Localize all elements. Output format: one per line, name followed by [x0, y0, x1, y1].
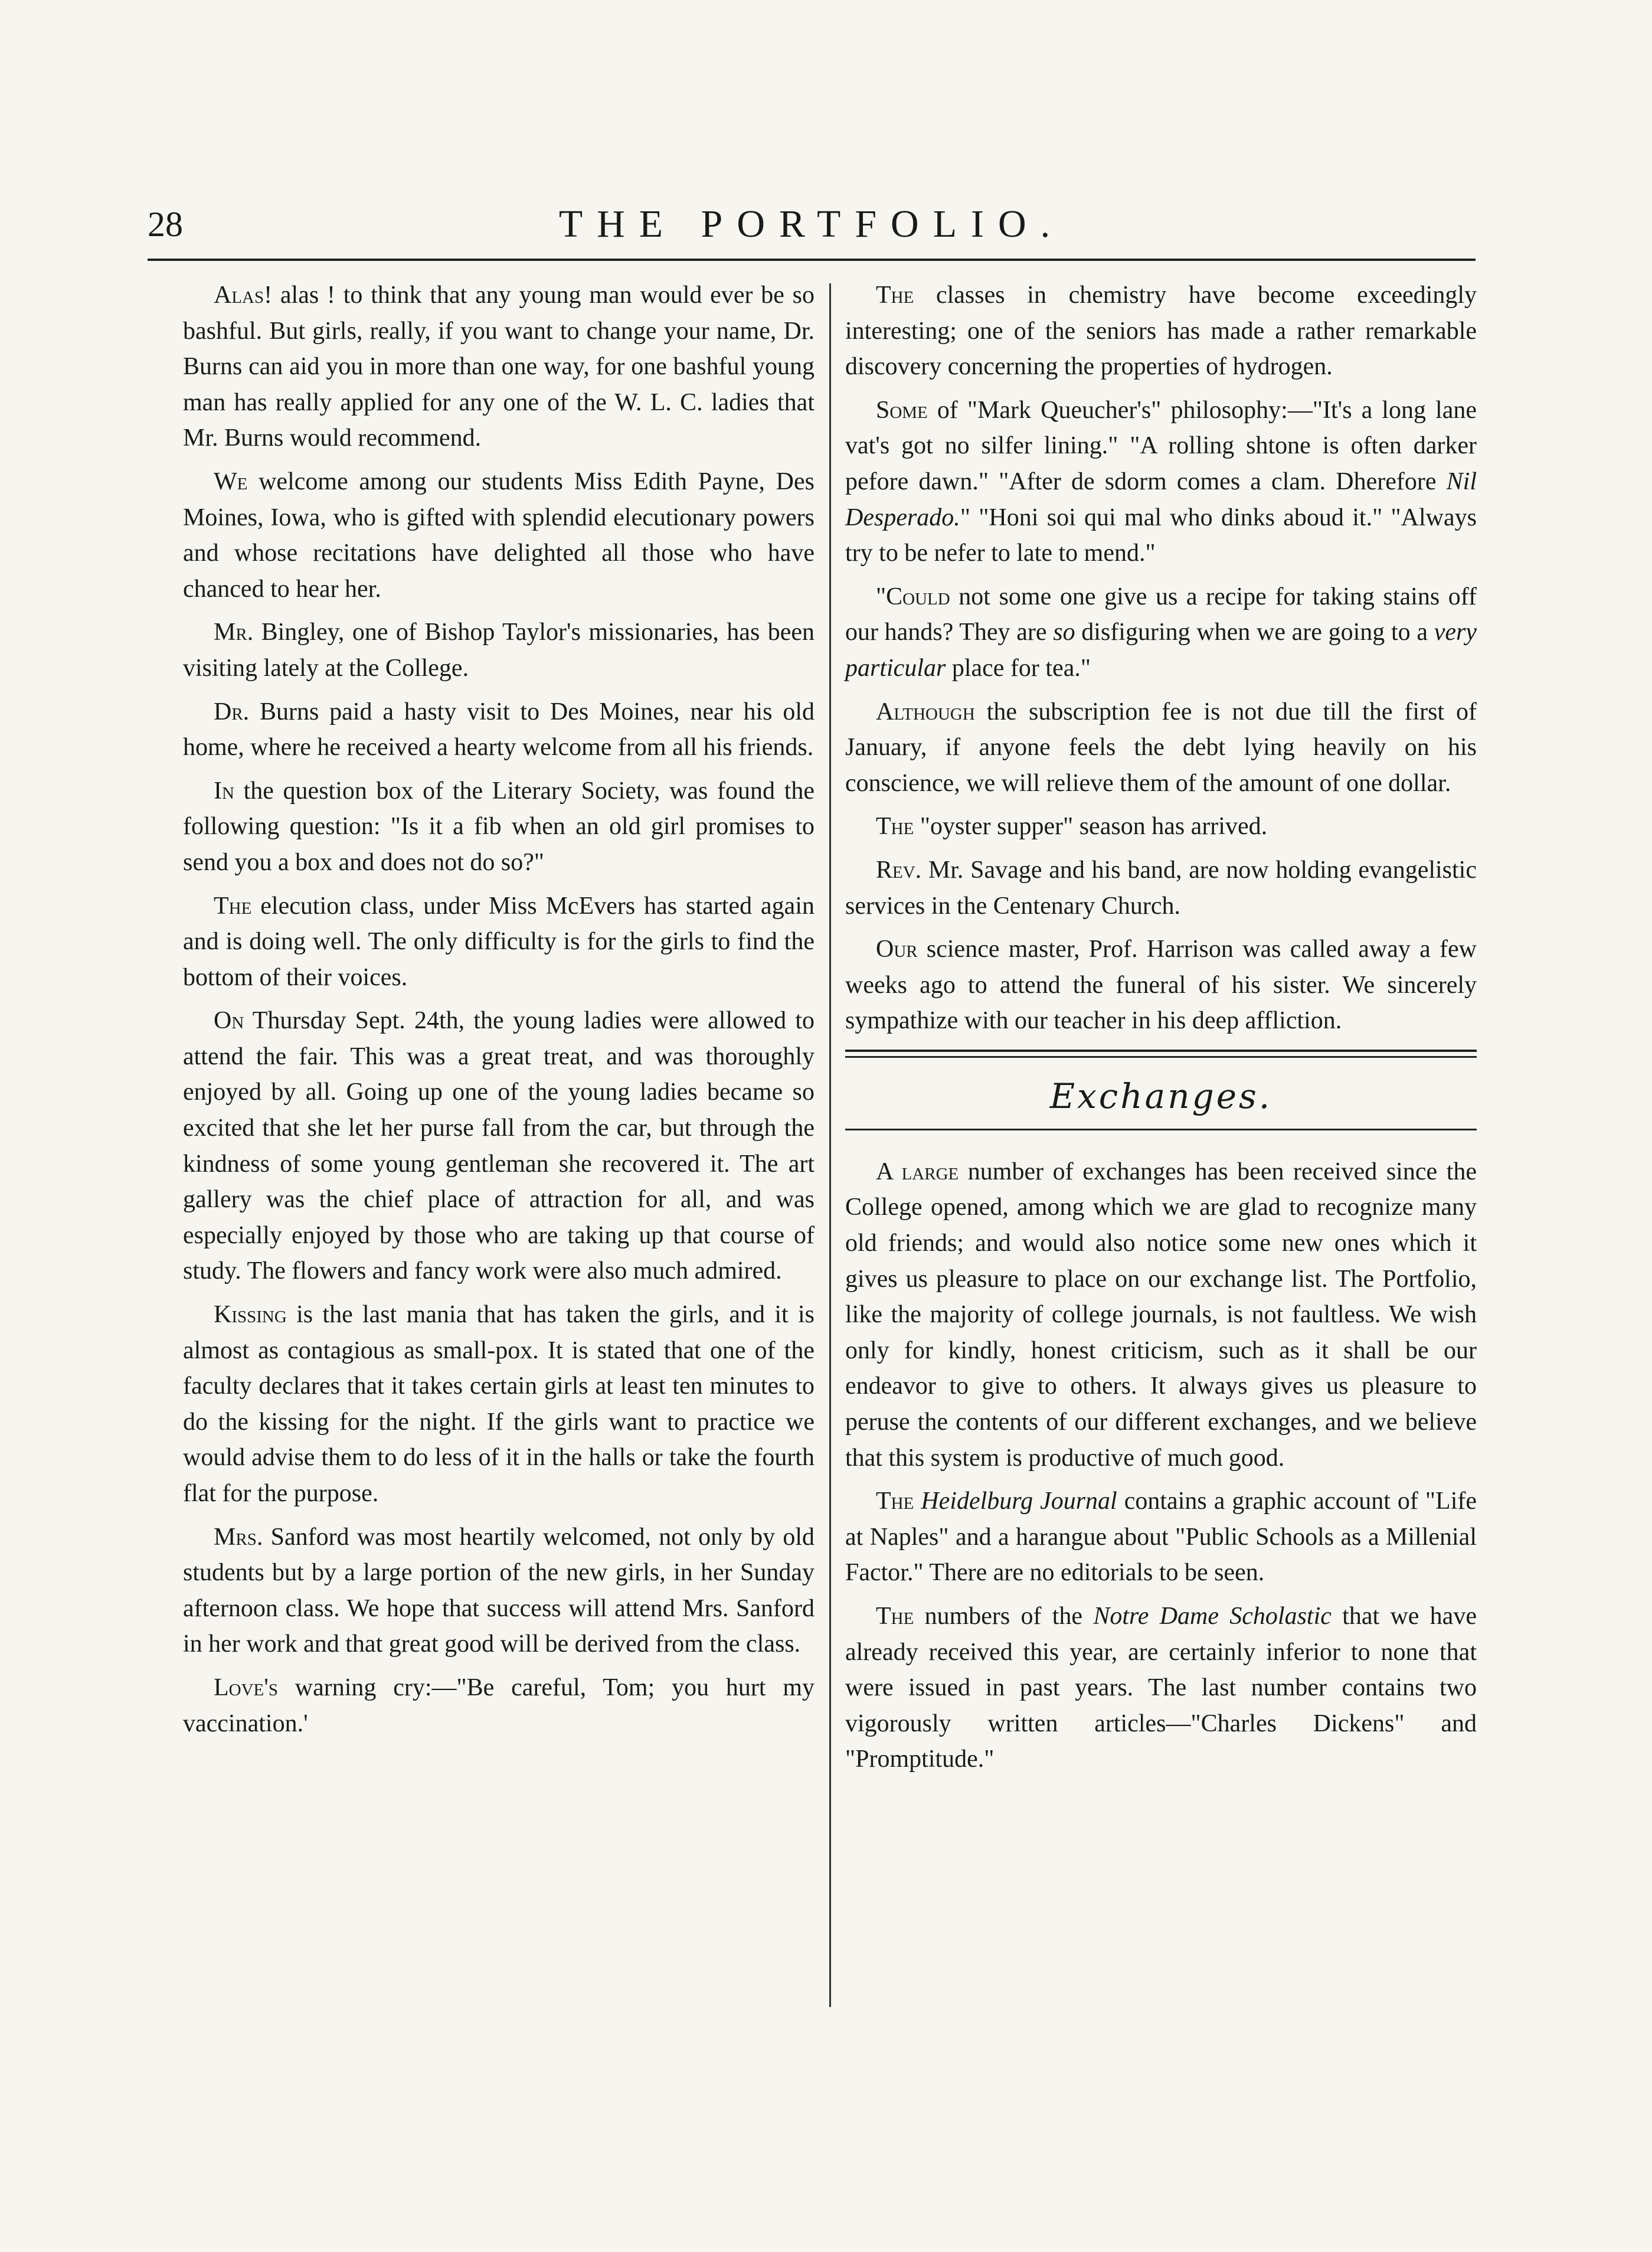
- paragraph-text: contains a graphic account of "Life at Naples" and a harangue about "Public Schools as a Millenial Factor." There are no editorials to be seen.: [845, 1488, 1477, 1587]
- left-paragraph: [183, 464, 814, 607]
- paragraph-text: "oyster supper" season has arrived.: [914, 813, 1268, 841]
- exchanges-paragraph: [845, 1483, 1477, 1591]
- left-column: [183, 277, 814, 1749]
- right-paragraph: [845, 852, 1477, 924]
- paragraph-lead: Love's: [214, 1674, 278, 1701]
- paragraph-text: science master, Prof. Harrison was called away a few weeks ago to attend the funeral of his sister. We sincerely sympathize with our teacher in his deep affliction.: [845, 936, 1477, 1035]
- right-paragraph: [845, 393, 1477, 571]
- italic-text: very particular: [845, 619, 1477, 682]
- exchanges-heading: Exchanges.: [1049, 1076, 1272, 1116]
- paragraph-text: welcome among our students Miss Edith Payne, Des Moines, Iowa, who is gifted with splendid elecutionary powers and whose recitations have delighted all those who have chanced to hear her.: [183, 468, 814, 603]
- paragraph-text: place for tea.": [946, 654, 1091, 682]
- paragraph-text: disfiguring when we are going to a: [1075, 619, 1434, 646]
- paragraph-text: is the last mania that has taken the girls, and it is almost as contagious as small-pox. It is stated that one of the faculty declares that it takes certain girls at least ten minutes to do the kissing for the night. If the girls want to practice we would advise them to do less of it in the halls or take the fourth flat for the purpose.: [183, 1301, 814, 1507]
- italic-text: Nil Desperado.: [845, 468, 1477, 531]
- paragraph-lead: Mr.: [214, 619, 254, 646]
- paragraph-text: the question box of the Literary Society, was found the following question: "Is it a fib when an old girl promises to send you a box and does not do so?": [183, 777, 814, 876]
- paragraph-lead: The: [214, 892, 252, 920]
- paragraph-lead: Rev.: [876, 856, 922, 884]
- paragraph-lead: Although: [876, 698, 975, 725]
- paragraph-text: that we have already received this year, are certainly inferior to none that were issued in past years. The last number contains two vigorously written articles—"Charles Dickens" and "Promptitude.": [845, 1603, 1477, 1773]
- exchanges-paragraph: [845, 1154, 1477, 1476]
- paragraph-lead: Some: [876, 396, 928, 424]
- paragraph-text: [914, 1488, 921, 1515]
- paragraph-text: not some one give us a recipe for taking stains off our hands? They are: [845, 583, 1477, 646]
- paragraph-text: number of exchanges has been received since the College opened, among which we are glad to recognize many old friends; and would also notice some new ones which it gives us pleasure to place on our exchange list. The Portfolio, like the majority of college journals, is not faultless. We wish only for kindly, honest criticism, such as it shall be our endeavor to give to others. It always gives us pleasure to peruse the contents of our different exchanges, and we believe that this system is productive of much good.: [845, 1158, 1477, 1472]
- paragraph-lead: The: [876, 282, 914, 309]
- paragraph-lead: Alas: [214, 282, 264, 309]
- running-title: THE PORTFOLIO.: [558, 202, 1065, 246]
- column-divider: [829, 283, 831, 2007]
- paragraph-lead: The: [876, 813, 914, 841]
- heading-rule: [845, 1129, 1477, 1130]
- italic-text: Heidelburg Journal: [921, 1488, 1117, 1515]
- right-paragraph: [845, 931, 1477, 1039]
- paragraph-lead: Mrs.: [214, 1523, 263, 1551]
- left-paragraph: [183, 1003, 814, 1289]
- page-number: 28: [148, 205, 183, 244]
- paragraph-lead: In: [214, 777, 234, 805]
- page-header: [148, 189, 1476, 260]
- paragraph-text: warning cry:—"Be careful, Tom; you hurt my vaccination.': [183, 1674, 814, 1737]
- paragraph-text: elecution class, under Miss McEvers has started again and is doing well. The only difficulty is for the girls to find the bottom of their voices.: [183, 892, 814, 991]
- paragraph-lead: A large: [876, 1158, 959, 1185]
- paragraph-text: Bingley, one of Bishop Taylor's missionaries, has been visiting lately at the College.: [183, 619, 814, 682]
- paragraph-text: ! alas ! to think that any young man would ever be so bashful. But girls, really, if you want to change your name, Dr. Burns can aid you in more than one way, for one bashful young man has really applied for any one of the W. L. C. ladies that Mr. Burns would recommend.: [183, 282, 814, 452]
- paragraph-lead: The: [876, 1488, 914, 1515]
- paragraph-text: the subscription fee is not due till the first of January, if anyone feels the debt lying heavily on his conscience, we will relieve them of the amount of one dollar.: [845, 698, 1477, 797]
- paragraph-lead: "Could: [876, 583, 950, 610]
- paragraph-text: of "Mark Queucher's" philosophy:—"It's a long lane vat's got no silfer lining." "A rolling shtone is often darker pefore dawn." "After de sdorm comes a clam. Dherefore: [845, 396, 1477, 495]
- left-paragraph: [183, 277, 814, 456]
- paragraph-lead: Our: [876, 936, 918, 963]
- exchanges-paragraph: [845, 1599, 1477, 1777]
- right-paragraph: [845, 579, 1477, 687]
- right-column: [845, 277, 1477, 1785]
- left-paragraph: [183, 615, 814, 686]
- italic-text: so: [1053, 619, 1075, 646]
- paragraph-lead: The: [876, 1603, 914, 1630]
- section-rule: [845, 1050, 1477, 1058]
- paragraph-lead: On: [214, 1007, 244, 1035]
- header-rule: [148, 259, 1476, 261]
- paragraph-text: Burns paid a hasty visit to Des Moines, near his old home, where he received a hearty welcome from all his friends.: [183, 698, 814, 761]
- exchanges-section: [845, 1154, 1477, 1777]
- paragraph-text: numbers of the: [914, 1603, 1094, 1630]
- left-paragraph: [183, 888, 814, 996]
- paragraph-text: " "Honi soi qui mal who dinks aboud it." "Always try to be nefer to late to mend.": [845, 504, 1477, 567]
- left-paragraph: [183, 1297, 814, 1512]
- right-paragraph: [845, 809, 1477, 845]
- locals-section: [845, 277, 1477, 1039]
- paragraph-lead: Dr.: [214, 698, 250, 725]
- italic-text: Notre Dame Scholastic: [1093, 1603, 1332, 1630]
- paragraph-lead: We: [214, 468, 248, 495]
- right-paragraph: [845, 277, 1477, 385]
- paragraph-text: Sanford was most heartily welcomed, not only by old students but by a large portion of the new girls, in her Sunday afternoon class. We hope that success will attend Mrs. Sanford in her work and that great good will be derived from the class.: [183, 1523, 814, 1658]
- right-paragraph: [845, 694, 1477, 802]
- paragraph-text: classes in chemistry have become exceedingly interesting; one of the seniors has made a rather remarkable discovery concerning the properties of hydrogen.: [845, 282, 1477, 381]
- left-paragraph: [183, 694, 814, 766]
- paragraph-text: Thursday Sept. 24th, the young ladies were allowed to attend the fair. This was a great treat, and was thoroughly enjoyed by all. Going up one of the young ladies became so excited that she let her purse fall from the car, but through the kindness of some young gentleman she recovered it. The art gallery was the chief place of attraction for all, and was especially enjoyed by those who are taking up that course of study. The flowers and fancy work were also much admired.: [183, 1007, 814, 1285]
- left-paragraph: [183, 1670, 814, 1741]
- left-paragraph: [183, 773, 814, 881]
- paragraph-text: Mr. Savage and his band, are now holding evangelistic services in the Centenary Church.: [845, 856, 1477, 920]
- left-paragraph: [183, 1519, 814, 1662]
- paragraph-lead: Kissing: [214, 1301, 287, 1329]
